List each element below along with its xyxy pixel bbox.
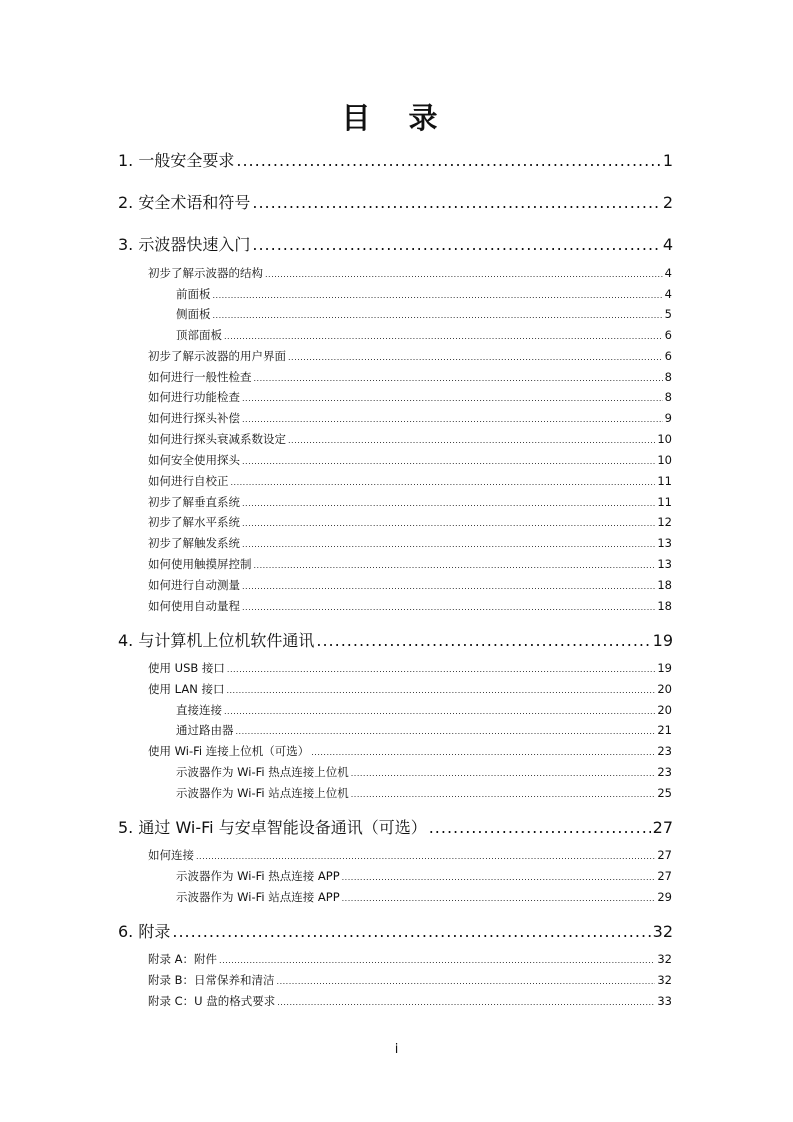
toc-page-number: 2 [662, 193, 673, 212]
toc-entry-label: 如何使用触摸屏控制 [148, 557, 252, 571]
toc-entry-label: 使用 LAN 接口 [148, 682, 225, 696]
toc-page-number: 6 [664, 349, 672, 363]
toc-entry[interactable] [176, 327, 672, 343]
toc-entry[interactable] [176, 702, 672, 718]
toc-entry-label: 前面板 [176, 287, 211, 301]
toc-entry[interactable] [148, 993, 672, 1009]
toc-entry[interactable] [118, 815, 673, 838]
toc-entry-label: 如何使用自动量程 [148, 599, 240, 613]
toc-page-number: 9 [664, 411, 672, 425]
toc-entry-label: 如何进行探头补偿 [148, 411, 240, 425]
toc-entry-label: 6. 附录 [118, 922, 171, 941]
toc-leader-dots [172, 922, 650, 941]
toc-entry-label: 如何进行探头衰减系数设定 [148, 432, 286, 446]
toc-leader-dots [252, 235, 660, 254]
toc-page-number: 18 [657, 599, 672, 613]
toc-entry[interactable] [148, 369, 672, 385]
toc-entry-label: 附录 B：日常保养和清洁 [148, 973, 275, 987]
toc-entry-label: 使用 Wi-Fi 连接上位机（可选） [148, 744, 310, 758]
toc-leader-dots [226, 686, 655, 695]
toc-page-number: 6 [664, 328, 672, 342]
toc-leader-dots [429, 818, 651, 837]
toc-entry[interactable] [118, 628, 673, 651]
toc-entry-label: 使用 USB 接口 [148, 661, 225, 675]
toc-entry[interactable] [148, 410, 672, 426]
toc-entry[interactable] [176, 889, 672, 905]
toc-page-number: 13 [657, 557, 672, 571]
toc-entry-label: 附录 C：U 盘的格式要求 [148, 994, 276, 1008]
toc-leader-dots [219, 956, 655, 965]
toc-entry[interactable] [148, 535, 672, 551]
toc-page-number: 32 [657, 973, 672, 987]
toc-page-number: 21 [657, 723, 672, 737]
toc-page-number: 5 [664, 307, 672, 321]
toc-entry[interactable] [148, 743, 672, 759]
toc-entry[interactable] [148, 681, 672, 697]
toc-leader-dots [316, 631, 650, 650]
toc-entry-label: 如何安全使用探头 [148, 453, 240, 467]
toc-entry[interactable] [148, 494, 672, 510]
toc-entry[interactable] [148, 452, 672, 468]
toc-entry-label: 初步了解示波器的用户界面 [148, 349, 286, 363]
toc-page-number: 29 [657, 890, 672, 904]
toc-leader-dots [236, 727, 656, 736]
toc-entry-label: 如何进行一般性检查 [148, 370, 252, 384]
toc-entry-label: 初步了解垂直系统 [148, 495, 240, 509]
toc-entry-label: 示波器作为 Wi-Fi 站点连接上位机 [176, 786, 349, 800]
toc-leader-dots [236, 151, 660, 170]
toc-entry[interactable] [148, 389, 672, 405]
toc-entry[interactable] [176, 306, 672, 322]
toc-page-number: 23 [657, 744, 672, 758]
toc-page-number: 27 [657, 869, 672, 883]
toc-entry-label: 附录 A：附件 [148, 952, 218, 966]
toc-leader-dots [277, 998, 655, 1007]
toc-entry-label: 2. 安全术语和符号 [118, 193, 251, 212]
toc-entry[interactable] [148, 847, 672, 863]
toc-entry-label: 4. 与计算机上位机软件通讯 [118, 631, 315, 650]
toc-page-number: 4 [662, 235, 673, 254]
toc-entry[interactable] [176, 785, 672, 801]
toc-entry[interactable] [148, 431, 672, 447]
toc-page-number: 25 [657, 786, 672, 800]
toc-leader-dots [254, 561, 656, 570]
toc-leader-dots [213, 311, 663, 320]
toc-page-number: 8 [664, 370, 672, 384]
toc-leader-dots [242, 499, 655, 508]
toc-leader-dots [231, 478, 656, 487]
toc-entry[interactable] [148, 348, 672, 364]
toc-entry[interactable] [148, 556, 672, 572]
toc-entry-label: 示波器作为 Wi-Fi 站点连接 APP [176, 890, 340, 904]
toc-entry-label: 侧面板 [176, 307, 211, 321]
toc-entry[interactable] [176, 868, 672, 884]
toc-page-number: 11 [657, 474, 672, 488]
toc-page-number: 23 [657, 765, 672, 779]
toc-entry-label: 示波器作为 Wi-Fi 热点连接 APP [176, 869, 340, 883]
toc-entry-label: 通过路由器 [176, 723, 234, 737]
toc-leader-dots [242, 415, 663, 424]
toc-entry-label: 顶部面板 [176, 328, 222, 342]
toc-entry-label: 初步了解水平系统 [148, 515, 240, 529]
toc-entry[interactable] [118, 232, 673, 255]
toc-leader-dots [242, 603, 655, 612]
toc-entry[interactable] [148, 972, 672, 988]
toc-leader-dots [311, 748, 655, 757]
toc-entry[interactable] [118, 919, 673, 942]
toc-leader-dots [342, 894, 656, 903]
toc-page-number: 8 [664, 390, 672, 404]
toc-page-number: 1 [662, 151, 673, 170]
toc-entry-label: 如何进行自校正 [148, 474, 229, 488]
toc-page-number: 32 [652, 922, 673, 941]
toc-entry-label: 直接连接 [176, 703, 222, 717]
toc-entry-label: 如何连接 [148, 848, 194, 862]
toc-page-number: 11 [657, 495, 672, 509]
toc-leader-dots [288, 353, 663, 362]
toc-page-number: 19 [657, 661, 672, 675]
toc-leader-dots [288, 436, 655, 445]
toc-leader-dots [224, 707, 655, 716]
toc-entry[interactable] [148, 598, 672, 614]
toc-entry-label: 如何进行功能检查 [148, 390, 240, 404]
toc-entry-label: 3. 示波器快速入门 [118, 235, 251, 254]
toc-leader-dots [265, 270, 663, 279]
toc-entry[interactable] [148, 951, 672, 967]
toc-leader-dots [342, 873, 656, 882]
toc-entry[interactable] [148, 265, 672, 281]
toc-entry-label: 示波器作为 Wi-Fi 热点连接上位机 [176, 765, 349, 779]
toc-entry[interactable] [118, 190, 673, 213]
toc-page-number: 19 [652, 631, 673, 650]
toc-leader-dots [213, 291, 663, 300]
toc-leader-dots [242, 582, 655, 591]
toc-entry-label: 初步了解示波器的结构 [148, 266, 263, 280]
toc-page-number: 10 [657, 453, 672, 467]
toc-leader-dots [196, 852, 655, 861]
toc-leader-dots [242, 540, 655, 549]
toc-leader-dots [227, 665, 655, 674]
toc-entry[interactable] [148, 514, 672, 530]
toc-leader-dots [242, 457, 655, 466]
toc-entry[interactable] [176, 722, 672, 738]
toc-page-number: 20 [657, 703, 672, 717]
toc-entry[interactable] [176, 286, 672, 302]
toc-page-number: 33 [657, 994, 672, 1008]
toc-leader-dots [242, 519, 655, 528]
toc-leader-dots [254, 374, 663, 383]
page-number-footer: i [394, 1042, 399, 1057]
toc-page-number: 12 [657, 515, 672, 529]
toc-leader-dots [242, 394, 663, 403]
toc-entry-label: 5. 通过 Wi-Fi 与安卓智能设备通讯（可选） [118, 818, 427, 837]
toc-entry[interactable] [148, 473, 672, 489]
toc-page-number: 10 [657, 432, 672, 446]
toc-entry[interactable] [176, 764, 672, 780]
toc-page-number: 20 [657, 682, 672, 696]
toc-entry-label: 初步了解触发系统 [148, 536, 240, 550]
toc-leader-dots [252, 193, 660, 212]
toc-page-number: 27 [652, 818, 673, 837]
toc-entry[interactable] [148, 660, 672, 676]
toc-leader-dots [351, 790, 656, 799]
toc-entry[interactable] [118, 148, 673, 171]
toc-page-number: 4 [664, 287, 672, 301]
toc-page-number: 4 [664, 266, 672, 280]
toc-entry-label: 1. 一般安全要求 [118, 151, 235, 170]
toc-leader-dots [351, 769, 656, 778]
toc-page-number: 32 [657, 952, 672, 966]
toc-page-number: 13 [657, 536, 672, 550]
page-title: 目 录 [341, 101, 452, 135]
toc-leader-dots [224, 332, 663, 341]
toc-page-number: 27 [657, 848, 672, 862]
toc-page-number: 18 [657, 578, 672, 592]
toc-entry[interactable] [148, 577, 672, 593]
toc-entry-label: 如何进行自动测量 [148, 578, 240, 592]
toc-leader-dots [277, 977, 656, 986]
